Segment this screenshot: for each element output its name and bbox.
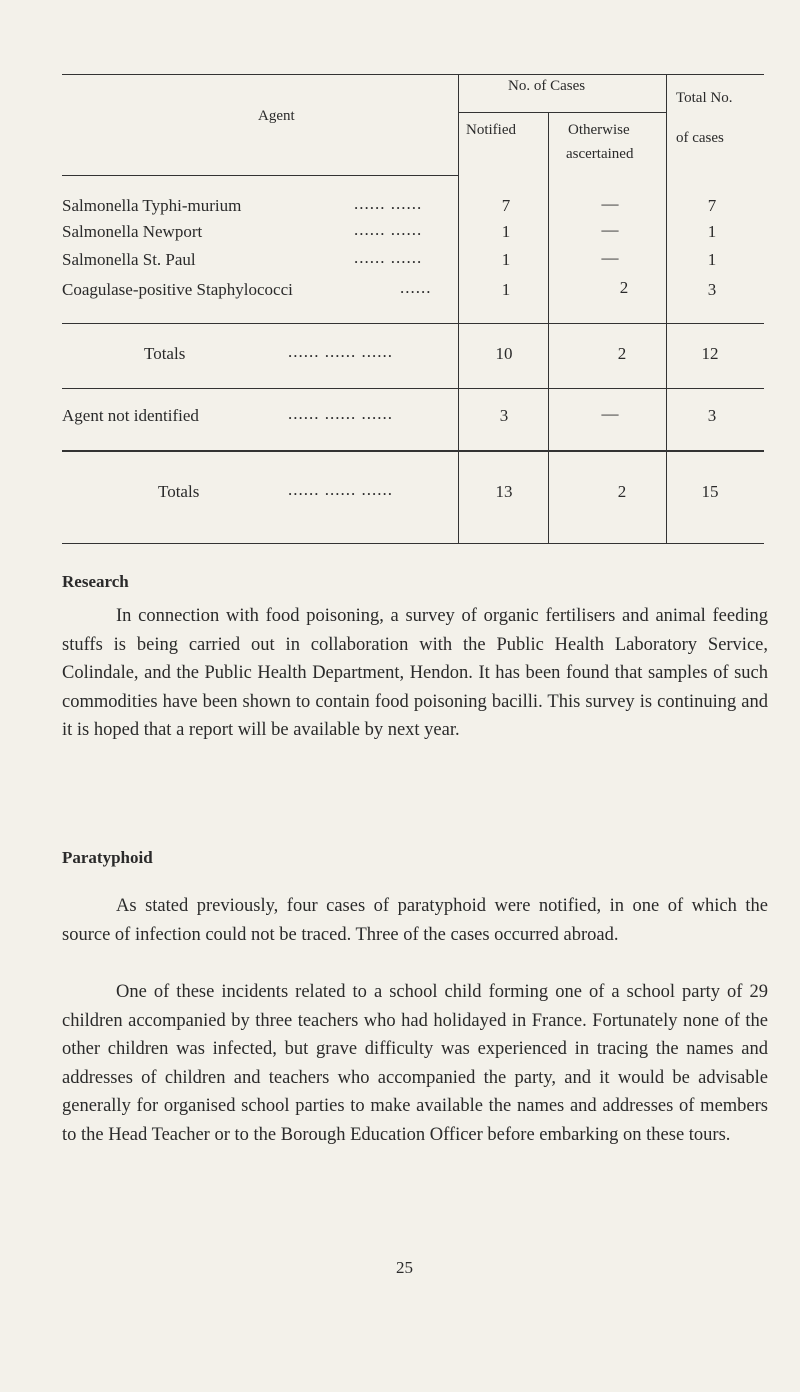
row-agent: Salmonella Newport	[62, 222, 203, 241]
grand-total-top-rule	[62, 450, 764, 452]
paratyphoid-heading: Paratyphoid	[62, 848, 153, 867]
paratyphoid-text-1: As stated previously, four cases of paratyphoid were notified, in one of which the source of infection could not be traced. Three of the cases occurred abroad.	[62, 896, 768, 945]
col-divider-total	[666, 74, 667, 543]
row-dots: ......	[400, 278, 432, 297]
header-bottom-rule-left	[62, 175, 458, 176]
not-identified-top-rule	[62, 388, 764, 389]
grand-total-notified: 13	[495, 482, 513, 501]
table-bottom-rule	[62, 543, 764, 544]
paratyphoid-text-2: One of these incidents related to a school child forming one of a school party of 29 children accompanied by three teachers who had holidayed in France. Fortunately none of the other children was infected, but grave difficulty was experienced in tracing the names and addresses of children and teachers who accompanied the party, and it would be advisable generally for organised school parties to make available the names and addresses of members to the Head Teacher or to the Borough Education Officer before embarking on these tours.	[62, 982, 768, 1145]
paratyphoid-paragraph-2	[62, 978, 768, 1149]
row-notified: 1	[501, 280, 511, 299]
not-identified-otherwise: —	[601, 404, 619, 423]
subtotal-otherwise: 2	[617, 344, 627, 363]
row-agent: Coagulase-positive Staphylococci	[62, 280, 293, 299]
row-notified: 1	[501, 222, 511, 241]
grand-total-otherwise: 2	[617, 482, 627, 501]
not-identified-notified: 3	[499, 406, 509, 425]
row-total: 3	[707, 280, 717, 299]
row-otherwise: —	[601, 220, 619, 239]
row-total: 1	[707, 222, 717, 241]
grand-total-total: 15	[701, 482, 719, 501]
row-notified: 7	[501, 196, 511, 215]
research-text: In connection with food poisoning, a survey of organic fertilisers and animal feeding stuffs is being carried out in collaboration with the Public Health Laboratory Service, Colindale, and the Public Health Department, Hendon. It has been found that samples of such commodities have been shown to contain food poisoning bacilli. This survey is continuing and it is hoped that a report will be available by next year.	[62, 606, 768, 740]
paratyphoid-paragraph-1	[62, 892, 768, 949]
not-identified-total: 3	[707, 406, 717, 425]
row-dots: ...... ......	[354, 194, 423, 213]
row-otherwise: —	[601, 248, 619, 267]
grand-total-dots: ...... ...... ......	[288, 480, 393, 499]
header-total: Total No.	[676, 90, 733, 106]
research-paragraph	[62, 602, 768, 745]
col-divider-notified	[548, 112, 549, 543]
subtotal-total: 12	[701, 344, 719, 363]
page-number: 25	[396, 1258, 413, 1277]
header-no-of-cases: No. of Cases	[508, 78, 586, 94]
subtotal-dots: ...... ...... ......	[288, 342, 393, 361]
research-heading: Research	[62, 572, 129, 591]
table-top-rule	[62, 74, 764, 75]
row-notified: 1	[501, 250, 511, 269]
header-of-cases: of cases	[676, 130, 724, 146]
row-dots: ...... ......	[354, 220, 423, 239]
row-total: 1	[707, 250, 717, 269]
grand-total-label: Totals	[158, 482, 200, 501]
header-otherwise: Otherwise	[568, 122, 630, 138]
header-agent: Agent	[258, 108, 295, 124]
subtotal-notified: 10	[495, 344, 513, 363]
no-of-cases-underline	[458, 112, 666, 113]
subtotal-top-rule	[62, 323, 764, 324]
row-dots: ...... ......	[354, 248, 423, 267]
subtotal-label: Totals	[144, 344, 186, 363]
header-ascertained: ascertained	[566, 146, 634, 162]
header-notified: Notified	[466, 122, 516, 138]
row-total: 7	[707, 196, 717, 215]
row-agent: Salmonella St. Paul	[62, 250, 196, 269]
row-otherwise: —	[601, 194, 619, 213]
row-otherwise: 2	[619, 278, 629, 297]
not-identified-label: Agent not identified	[62, 406, 199, 425]
col-divider-agent	[458, 74, 459, 543]
not-identified-dots: ...... ...... ......	[288, 404, 393, 423]
row-agent: Salmonella Typhi-murium	[62, 196, 242, 215]
